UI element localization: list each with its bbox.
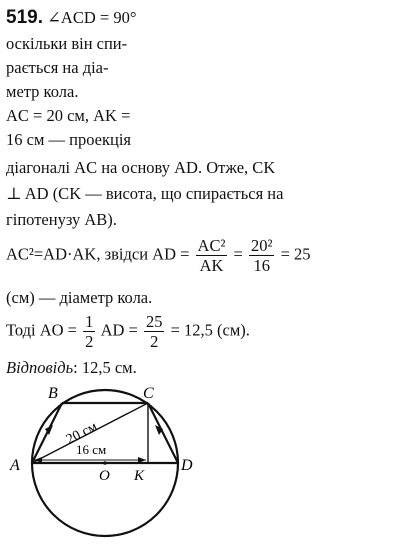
trapezoid-in-circle-figure (0, 380, 406, 545)
fraction-denominator: AK (199, 256, 224, 276)
problem-line-1 (6, 8, 136, 27)
answer-line (6, 360, 137, 377)
problem-line-5: AC = 20 см, AK = (6, 106, 131, 125)
fraction-numerator: AC² (197, 236, 226, 255)
equals-sign: = (233, 244, 243, 264)
center-point-o (103, 461, 107, 465)
problem-line-7: діагоналі AC на основу AD. Отже, CK (6, 158, 276, 177)
diameter-line: (см) — діаметр кола. (6, 288, 153, 307)
formula2-mid: AD = (100, 320, 138, 340)
formula1-result: = 25 (280, 244, 311, 264)
fraction-numerator: 25 (145, 312, 163, 331)
formula-line-2 (6, 313, 250, 351)
answer-label: Відповідь (6, 358, 74, 377)
problem-line-9: гіпотенузу AB). (6, 210, 117, 229)
formula-line-1 (6, 237, 311, 275)
problem-number: 519. (6, 7, 43, 28)
problem-line-8: ⊥ AD (CK — висота, що спирається на (6, 184, 284, 203)
side-ab (32, 403, 62, 463)
fraction-one-half (83, 313, 95, 351)
label-ak-length: 16 см (76, 442, 107, 457)
label-k: K (134, 468, 145, 484)
formula2-result: = 12,5 (см). (170, 320, 250, 340)
label-d: D (181, 457, 193, 474)
formula1-lead: AC²=AD·AK, звідси AD = (6, 244, 190, 264)
formula2-lead: Тоді AO = (6, 320, 77, 340)
problem-line-6: 16 см — проекція (6, 130, 132, 149)
fraction-numerator: 1 (85, 312, 94, 331)
problem-line-2: оскільки він спи- (6, 34, 128, 53)
label-b: B (48, 385, 58, 402)
fraction-20sq-over-16 (249, 237, 274, 275)
angle-statement: ∠ACD = 90° (47, 8, 137, 27)
side-cd (148, 403, 178, 463)
fraction-denominator: 2 (150, 332, 159, 352)
fraction-denominator: 2 (85, 332, 94, 352)
problem-line-3: рається на діа- (6, 58, 109, 77)
fraction-denominator: 16 (253, 256, 270, 276)
label-a: A (10, 457, 20, 474)
label-ac-length: 20 см (64, 419, 100, 448)
problem-line-4: метр кола. (6, 82, 79, 101)
fraction-25-over-2 (144, 313, 165, 351)
fraction-numerator: 20² (250, 236, 273, 255)
label-o: O (99, 468, 110, 484)
fraction-ac2-over-ak (196, 237, 228, 275)
answer-value: : 12,5 см. (73, 358, 137, 377)
label-c: C (143, 385, 154, 402)
